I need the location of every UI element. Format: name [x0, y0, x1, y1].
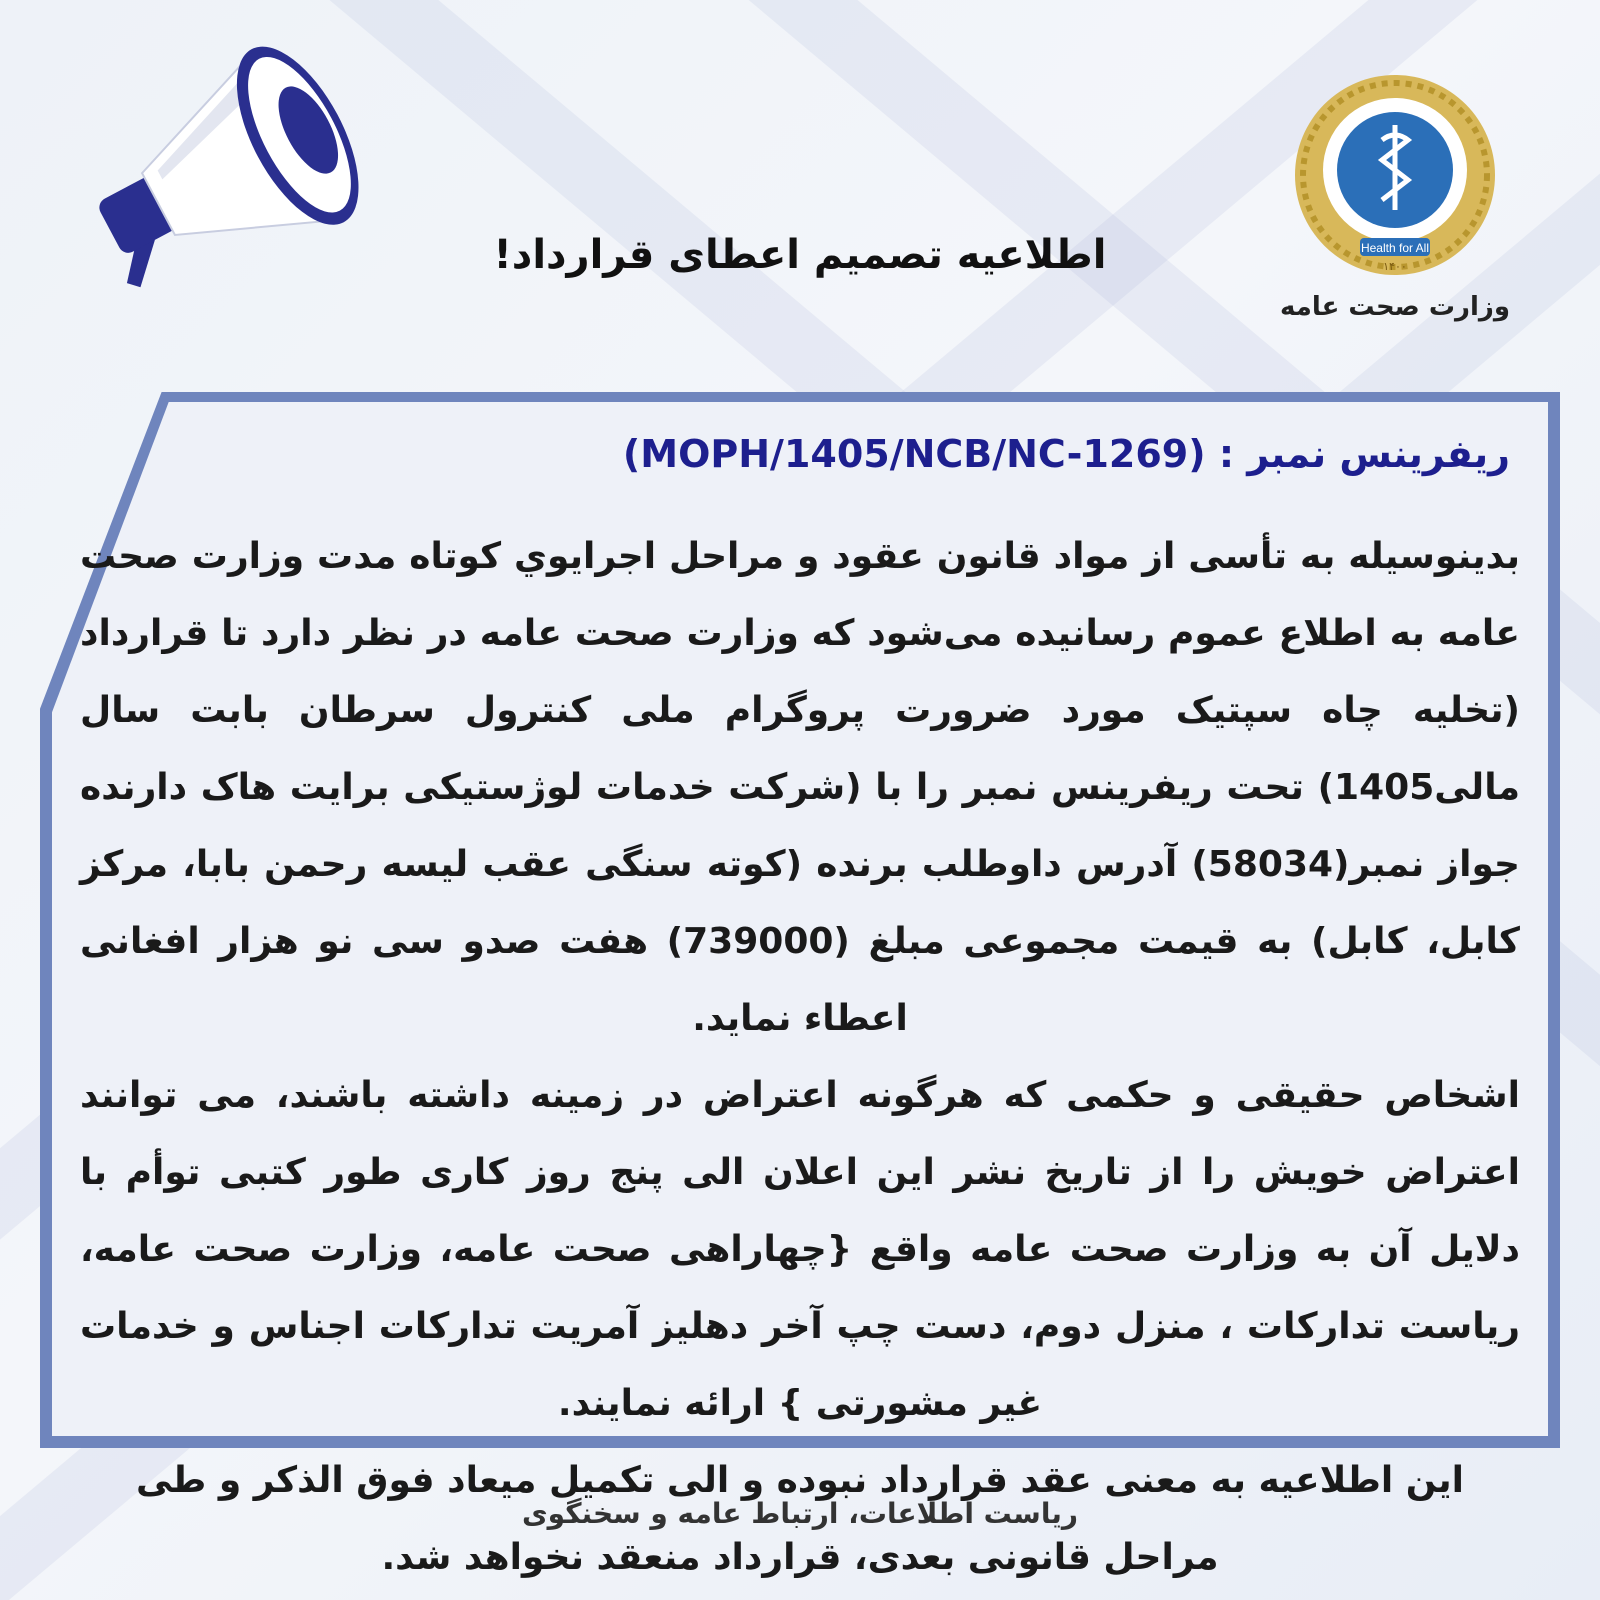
megaphone-icon: [60, 40, 390, 320]
ministry-caption: وزارت صحت عامه: [1279, 292, 1510, 322]
reference-code: (MOPH/1405/NCB/NC-1269): [622, 432, 1206, 476]
notice-paragraph-objection: اشخاص حقیقی و حکمی که هرگونه اعتراض در زمینه داشته باشند، می توانند اعتراض خویش را از تاریخ نشر این اعلان الی پنج روز کاری طور کتبی توأم با دلایل آن به وزارت صحت عامه واقع {چهاراهی صحت عامه، وزارت صحت عامه، ریاست تدارکات ، منزل دوم، دست چپ آخر دهلیز آمریت تدارکات اجناس و خدمات غیر مشورتی } ارائه نمایند.: [80, 1075, 1520, 1424]
ministry-seal-icon: [1290, 70, 1500, 280]
logo-year: ۱۴۰۰: [1383, 261, 1407, 273]
reference-line: [90, 432, 1510, 476]
logo-motto-en: Health for All: [1360, 241, 1430, 255]
notice-paragraph-award: بدینوسیله به تأسی از مواد قانون عقود و مراحل اجرایوي کوتاه مدت وزارت صحت عامه به اطلاع عموم رسانیده می‌شود که وزارت صحت عامه در نظر دارد تا قرارداد (تخلیه چاه سپتیک مورد ضرورت پروگرام ملی کنترول سرطان بابت سال مالی1405) تحت ریفرینس نمبر را با (شرکت خدمات لوژستیکی برایت هاک دارنده جواز نمبر(58034) آدرس داوطلب برنده (کوته سنگی عقب لیسه رحمن بابا، مرکز کابل، کابل) به قیمت مجموعی مبلغ (739000) هفت صدو سی نو هزار افغانی اعطاء نماید.: [80, 536, 1520, 1039]
footer-text: ریاست اطلاعات، ارتباط عامه و سخنگوی: [522, 1497, 1078, 1530]
reference-label: ریفرینس نمبر :: [1218, 432, 1510, 476]
page-title: اطلاعیه تصمیم اعطای قرارداد!: [493, 232, 1107, 278]
notice-body: [80, 518, 1520, 1596]
notice-paragraph-disclaimer: این اطلاعیه به معنی عقد قرارداد نبوده و الی تکمیل میعاد فوق الذکر و طی مراحل قانونی بعدی، قرارداد منعقد نخواهد شد.: [135, 1460, 1464, 1578]
